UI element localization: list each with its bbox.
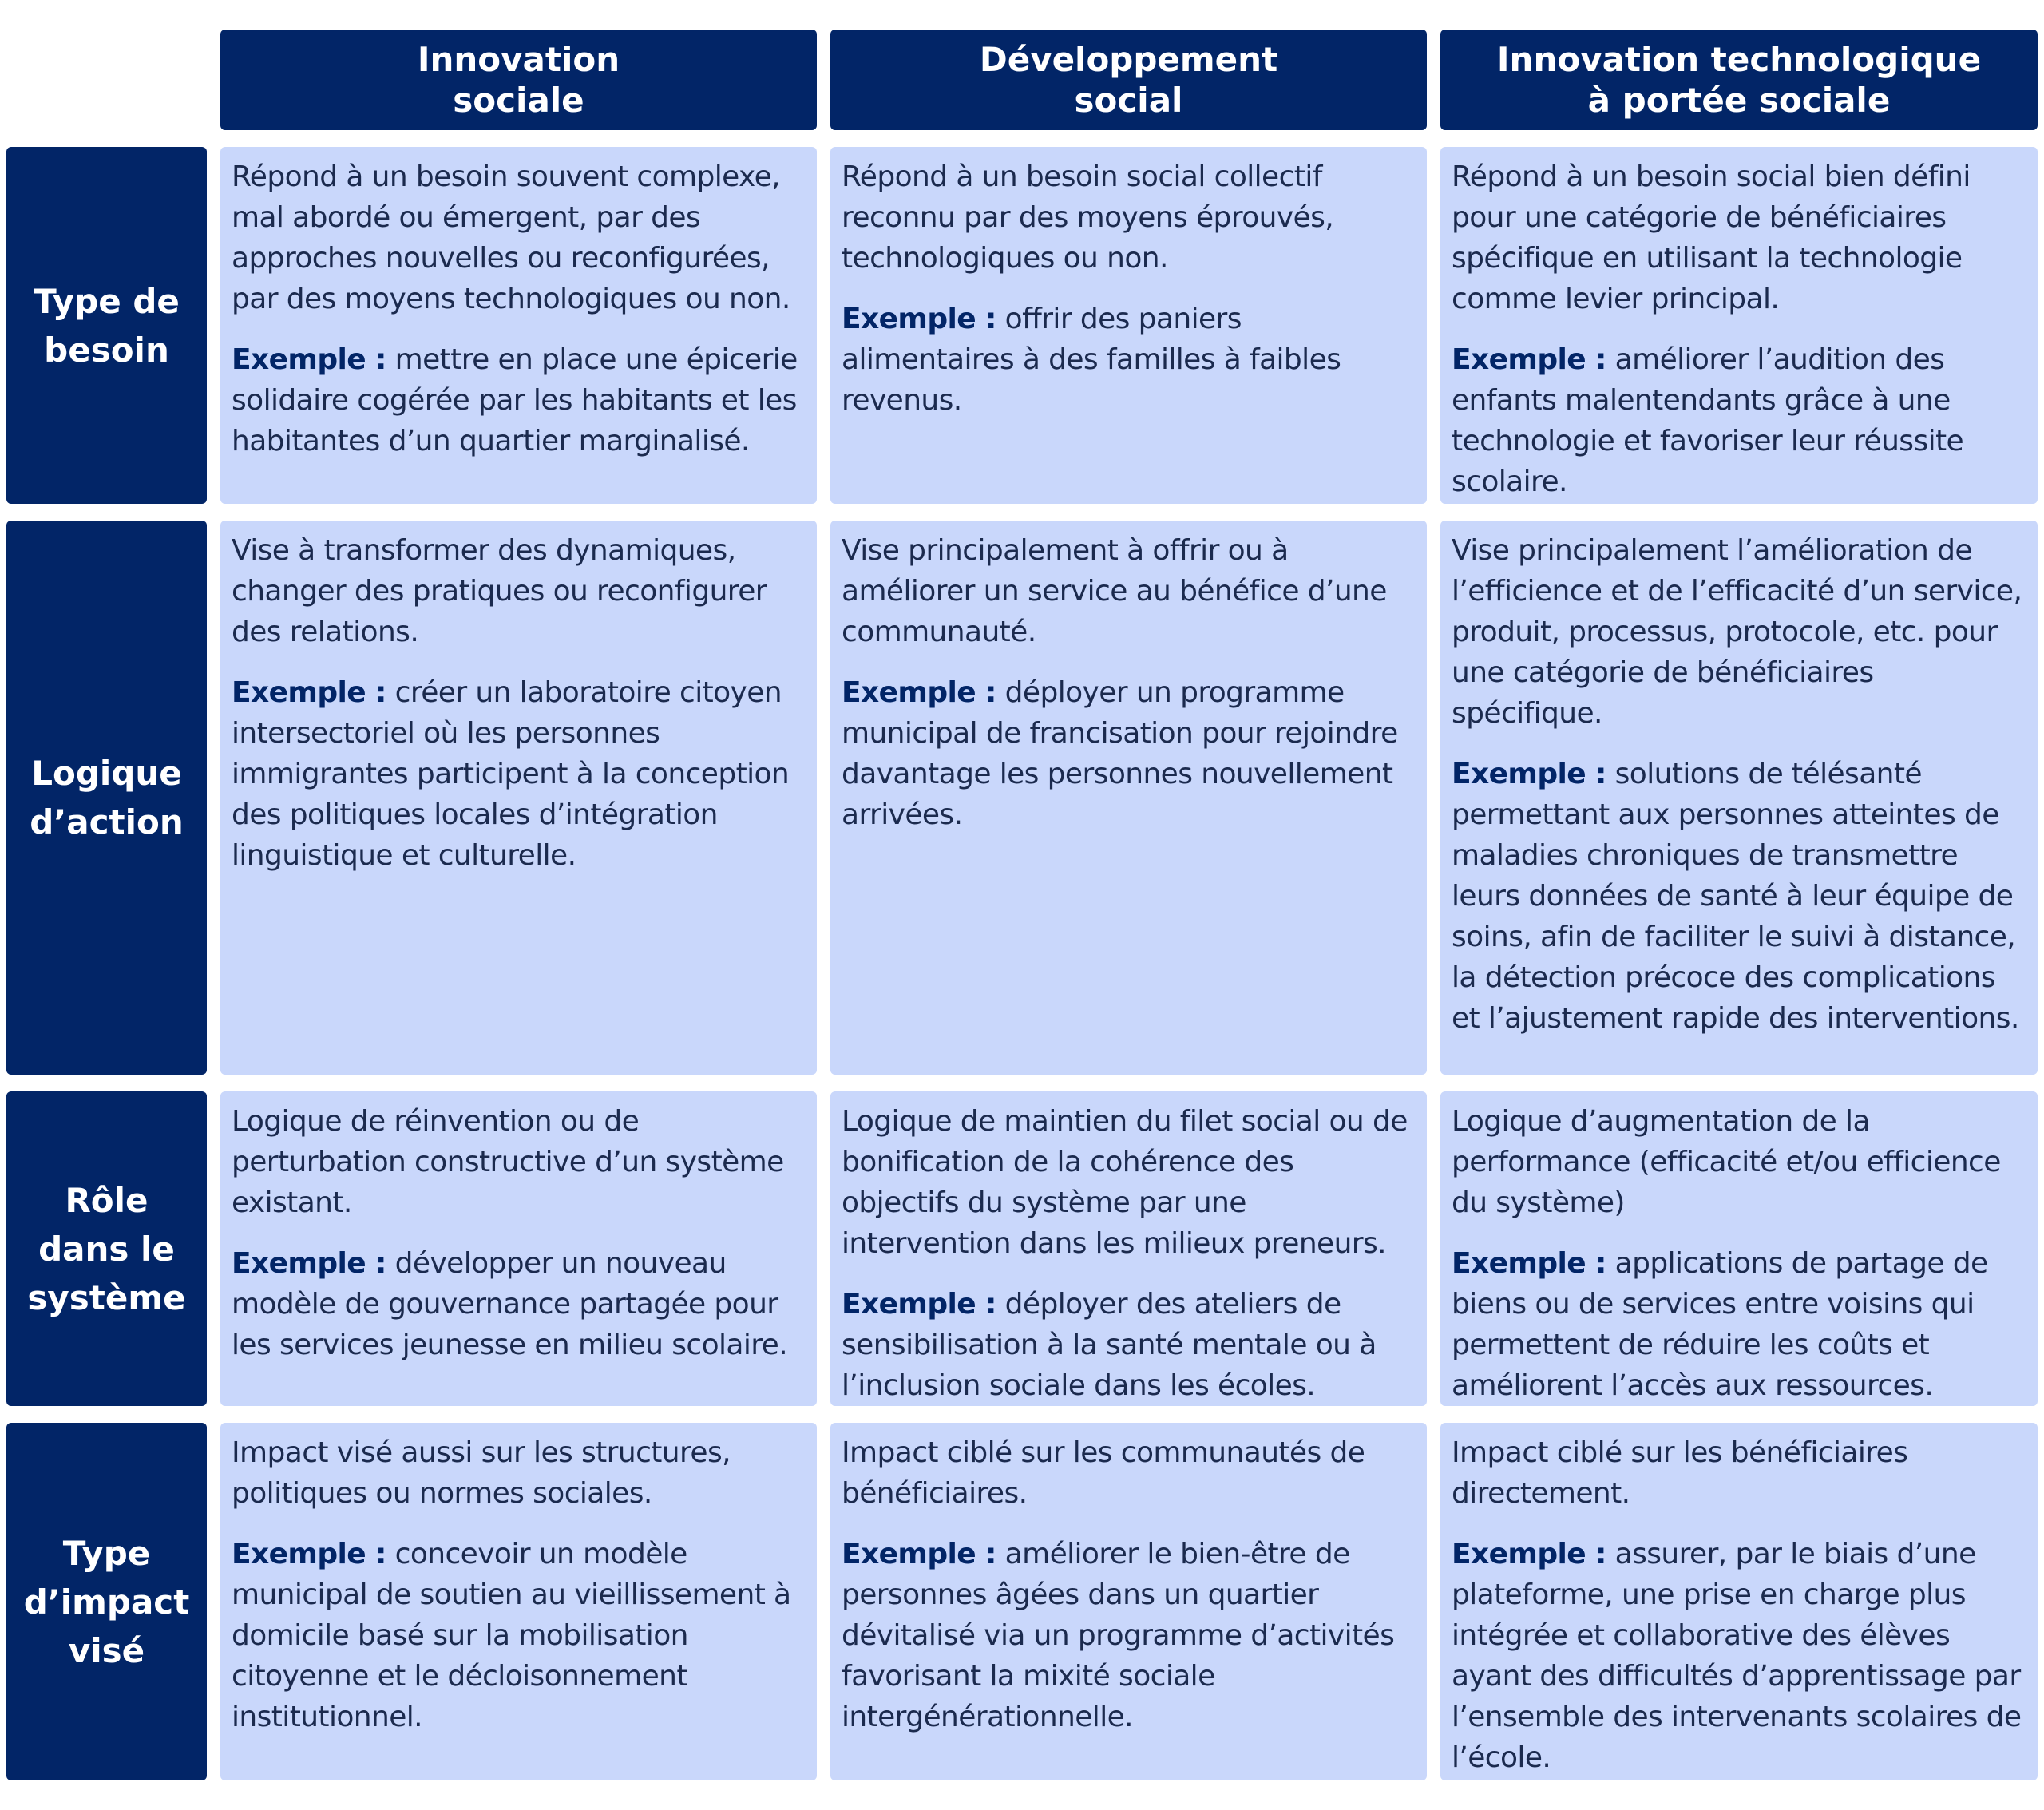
example-label: Exemple : xyxy=(842,1538,996,1570)
cell-example xyxy=(232,1243,806,1365)
cell-description: Logique de maintien du filet social ou de bonification de la cohérence des objectifs du système par une intervention dans les milieux preneurs. xyxy=(842,1105,1408,1260)
example-label: Exemple : xyxy=(842,1288,996,1321)
cell-impact-innovation-technologique xyxy=(1440,1423,2038,1780)
row-label-type-impact-vise: Type d’impact visé xyxy=(6,1423,207,1780)
cell-description: Répond à un besoin souvent complexe, mal abordé ou émergent, par des approches nouvelles ou reconfigurées, par des moyens technologiques ou non. xyxy=(232,160,790,315)
example-label: Exemple : xyxy=(232,1538,386,1570)
cell-description: Vise à transformer des dynamiques, changer des pratiques ou reconfigurer des relations. xyxy=(232,534,766,648)
cell-example xyxy=(1452,1243,2026,1406)
example-label: Exemple : xyxy=(232,343,386,376)
cell-description: Logique d’augmentation de la performance (efficacité et/ou efficience du système) xyxy=(1452,1105,2001,1219)
example-text: assurer, par le biais d’une plateforme, une prise en charge plus intégrée et collaborative des élèves ayant des difficultés d’apprentissage par l’ensemble des intervenants scolaires de l’école. xyxy=(1452,1538,2022,1774)
cell-example xyxy=(1452,754,2026,1039)
cell-example xyxy=(842,1534,1416,1737)
row-label-logique-action: Logique d’action xyxy=(6,521,207,1075)
example-label: Exemple : xyxy=(842,303,996,335)
cell-example xyxy=(232,339,806,461)
example-text: offrir des paniers alimentaires à des familles à faibles revenus. xyxy=(842,303,1341,417)
example-text: applications de partage de biens ou de services entre voisins qui permettent de réduire les coûts et améliorent l’accès aux ressources. xyxy=(1452,1247,1988,1402)
example-text: améliorer le bien-être de personnes âgées dans un quartier dévitalisé via un programme d’activités favorisant la mixité sociale intergénérationnelle. xyxy=(842,1538,1395,1733)
cell-impact-developpement-social xyxy=(830,1423,1427,1780)
column-header-innovation-technologique: Innovation technologique à portée sociale xyxy=(1440,30,2038,130)
cell-description: Impact visé aussi sur les structures, politiques ou normes sociales. xyxy=(232,1436,731,1510)
cell-example xyxy=(842,299,1416,421)
cell-description: Répond à un besoin social bien défini pour une catégorie de bénéficiaires spécifique en utilisant la technologie comme levier principal. xyxy=(1452,160,1971,315)
cell-role-innovation-sociale xyxy=(220,1091,817,1406)
cell-logique-innovation-sociale xyxy=(220,521,817,1075)
example-text: concevoir un modèle municipal de soutien au vieillissement à domicile basé sur la mobilisation citoyenne et le décloisonnement institutionnel. xyxy=(232,1538,791,1733)
cell-example xyxy=(232,672,806,876)
example-label: Exemple : xyxy=(1452,1538,1606,1570)
column-header-developpement-social: Développement social xyxy=(830,30,1427,130)
cell-role-innovation-technologique xyxy=(1440,1091,2038,1406)
example-label: Exemple : xyxy=(232,1247,386,1280)
example-text: améliorer l’audition des enfants malentendants grâce à une technologie et favoriser leur réussite scolaire. xyxy=(1452,343,1964,498)
row-label-type-de-besoin: Type de besoin xyxy=(6,147,207,504)
cell-description: Répond à un besoin social collectif reconnu par des moyens éprouvés, technologiques ou non. xyxy=(842,160,1334,275)
example-text: déployer un programme municipal de francisation pour rejoindre davantage les personnes nouvellement arrivées. xyxy=(842,676,1398,831)
example-label: Exemple : xyxy=(232,676,386,709)
cell-impact-innovation-sociale xyxy=(220,1423,817,1780)
row-label-role-dans-le-systeme: Rôle dans le système xyxy=(6,1091,207,1406)
example-text: créer un laboratoire citoyen intersectoriel où les personnes immigrantes participent à la conception des politiques locales d’intégration linguistique et culturelle. xyxy=(232,676,790,872)
example-text: solutions de télésanté permettant aux personnes atteintes de maladies chroniques de transmettre leurs données de santé à leur équipe de soins, afin de faciliter le suivi à distance, la détection précoce des complications et l’ajustement rapide des interventions. xyxy=(1452,758,2019,1035)
cell-besoin-innovation-technologique xyxy=(1440,147,2038,504)
cell-example xyxy=(842,1284,1416,1406)
cell-example xyxy=(232,1534,806,1737)
example-text: mettre en place une épicerie solidaire cogérée par les habitants et les habitantes d’un quartier marginalisé. xyxy=(232,343,798,457)
cell-description: Logique de réinvention ou de perturbation constructive d’un système existant. xyxy=(232,1105,784,1219)
cell-description: Impact ciblé sur les communautés de bénéficiaires. xyxy=(842,1436,1365,1510)
cell-besoin-developpement-social xyxy=(830,147,1427,504)
example-label: Exemple : xyxy=(842,676,996,709)
example-label: Exemple : xyxy=(1452,1247,1606,1280)
cell-description: Impact ciblé sur les bénéficiaires directement. xyxy=(1452,1436,1908,1510)
cell-example xyxy=(842,672,1416,835)
column-header-innovation-sociale: Innovation sociale xyxy=(220,30,817,130)
example-text: développer un nouveau modèle de gouvernance partagée pour les services jeunesse en milieu scolaire. xyxy=(232,1247,788,1361)
cell-description: Vise principalement à offrir ou à améliorer un service au bénéfice d’une communauté. xyxy=(842,534,1387,648)
example-text: déployer des ateliers de sensibilisation à la santé mentale ou à l’inclusion sociale dans les écoles. xyxy=(842,1288,1377,1402)
cell-description: Vise principalement l’amélioration de l’efficience et de l’efficacité d’un service, produit, processus, protocole, etc. pour une catégorie de bénéficiaires spécifique. xyxy=(1452,534,2022,730)
cell-example xyxy=(1452,1534,2026,1778)
cell-role-developpement-social xyxy=(830,1091,1427,1406)
cell-example xyxy=(1452,339,2026,502)
example-label: Exemple : xyxy=(1452,758,1606,790)
example-label: Exemple : xyxy=(1452,343,1606,376)
cell-logique-developpement-social xyxy=(830,521,1427,1075)
cell-logique-innovation-technologique xyxy=(1440,521,2038,1075)
cell-besoin-innovation-sociale xyxy=(220,147,817,504)
